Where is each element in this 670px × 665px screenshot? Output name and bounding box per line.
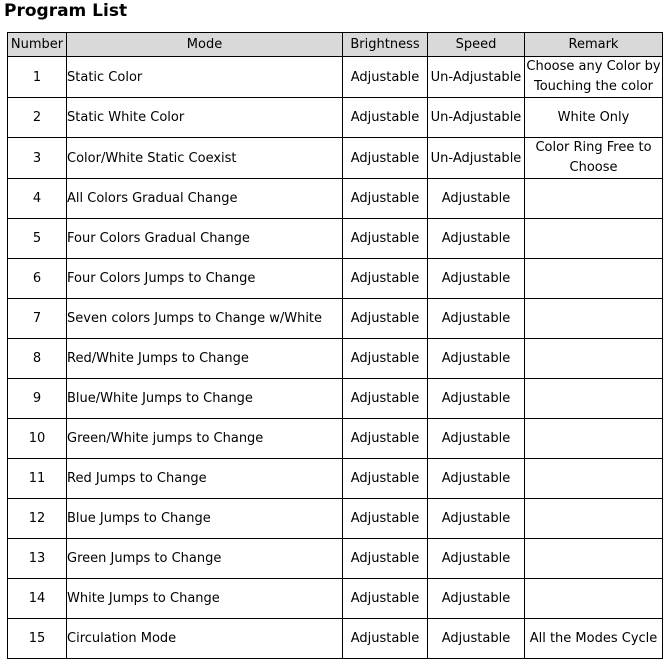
cell-speed: Un-Adjustable <box>428 57 525 98</box>
table-row <box>8 98 663 138</box>
table-row <box>8 539 663 579</box>
cell-brightness: Adjustable <box>343 379 428 419</box>
cell-mode: All Colors Gradual Change <box>67 179 343 219</box>
cell-remark <box>525 339 663 379</box>
table-row <box>8 219 663 259</box>
cell-brightness: Adjustable <box>343 179 428 219</box>
cell-mode: Green Jumps to Change <box>67 539 343 579</box>
cell-speed: Adjustable <box>428 259 525 299</box>
cell-number: 5 <box>8 219 67 259</box>
cell-speed: Adjustable <box>428 539 525 579</box>
cell-speed: Adjustable <box>428 179 525 219</box>
cell-remark <box>525 419 663 459</box>
program-table <box>7 32 663 659</box>
cell-brightness: Adjustable <box>343 259 428 299</box>
cell-mode: Red Jumps to Change <box>67 459 343 499</box>
cell-number: 2 <box>8 98 67 138</box>
cell-remark <box>525 259 663 299</box>
cell-mode: Static White Color <box>67 98 343 138</box>
cell-number: 11 <box>8 459 67 499</box>
column-header-number: Number <box>8 33 67 57</box>
table-row <box>8 179 663 219</box>
cell-speed: Un-Adjustable <box>428 98 525 138</box>
cell-number: 8 <box>8 339 67 379</box>
cell-mode: Four Colors Jumps to Change <box>67 259 343 299</box>
cell-remark: White Only <box>525 98 663 138</box>
cell-brightness: Adjustable <box>343 579 428 619</box>
cell-brightness: Adjustable <box>343 98 428 138</box>
cell-remark: All the Modes Cycle <box>525 619 663 659</box>
cell-brightness: Adjustable <box>343 539 428 579</box>
table-row <box>8 579 663 619</box>
cell-speed: Adjustable <box>428 419 525 459</box>
cell-remark <box>525 219 663 259</box>
cell-brightness: Adjustable <box>343 499 428 539</box>
table-row <box>8 499 663 539</box>
table-row <box>8 57 663 98</box>
cell-brightness: Adjustable <box>343 419 428 459</box>
table-row <box>8 419 663 459</box>
cell-remark: Choose any Color by Touching the color <box>525 57 663 98</box>
cell-remark <box>525 459 663 499</box>
cell-number: 1 <box>8 57 67 98</box>
cell-brightness: Adjustable <box>343 138 428 179</box>
column-header-brightness: Brightness <box>343 33 428 57</box>
cell-number: 4 <box>8 179 67 219</box>
cell-brightness: Adjustable <box>343 299 428 339</box>
cell-number: 14 <box>8 579 67 619</box>
cell-remark <box>525 379 663 419</box>
table-row <box>8 299 663 339</box>
cell-speed: Adjustable <box>428 619 525 659</box>
cell-mode: Four Colors Gradual Change <box>67 219 343 259</box>
cell-mode: Static Color <box>67 57 343 98</box>
table-row <box>8 459 663 499</box>
cell-number: 10 <box>8 419 67 459</box>
cell-number: 15 <box>8 619 67 659</box>
cell-speed: Adjustable <box>428 379 525 419</box>
cell-remark <box>525 579 663 619</box>
cell-speed: Adjustable <box>428 459 525 499</box>
cell-speed: Adjustable <box>428 219 525 259</box>
cell-speed: Adjustable <box>428 579 525 619</box>
cell-mode: Color/White Static Coexist <box>67 138 343 179</box>
column-header-speed: Speed <box>428 33 525 57</box>
cell-mode: Circulation Mode <box>67 619 343 659</box>
cell-remark <box>525 299 663 339</box>
cell-mode: Red/White Jumps to Change <box>67 339 343 379</box>
cell-number: 12 <box>8 499 67 539</box>
cell-speed: Adjustable <box>428 299 525 339</box>
cell-brightness: Adjustable <box>343 339 428 379</box>
table-row <box>8 138 663 179</box>
cell-remark <box>525 179 663 219</box>
table-row <box>8 259 663 299</box>
column-header-mode: Mode <box>67 33 343 57</box>
cell-number: 6 <box>8 259 67 299</box>
cell-speed: Un-Adjustable <box>428 138 525 179</box>
cell-speed: Adjustable <box>428 499 525 539</box>
cell-number: 7 <box>8 299 67 339</box>
cell-number: 3 <box>8 138 67 179</box>
column-header-remark: Remark <box>525 33 663 57</box>
cell-brightness: Adjustable <box>343 619 428 659</box>
cell-mode: Green/White jumps to Change <box>67 419 343 459</box>
cell-brightness: Adjustable <box>343 57 428 98</box>
table-header-row <box>8 33 663 57</box>
cell-brightness: Adjustable <box>343 219 428 259</box>
cell-mode: Seven colors Jumps to Change w/White <box>67 299 343 339</box>
table-row <box>8 379 663 419</box>
cell-brightness: Adjustable <box>343 459 428 499</box>
page-title: Program List <box>4 1 128 21</box>
cell-remark <box>525 539 663 579</box>
table-row <box>8 619 663 659</box>
cell-mode: White Jumps to Change <box>67 579 343 619</box>
cell-mode: Blue/White Jumps to Change <box>67 379 343 419</box>
cell-number: 13 <box>8 539 67 579</box>
cell-remark: Color Ring Free to Choose <box>525 138 663 179</box>
cell-speed: Adjustable <box>428 339 525 379</box>
cell-remark <box>525 499 663 539</box>
cell-number: 9 <box>8 379 67 419</box>
table-row <box>8 339 663 379</box>
cell-mode: Blue Jumps to Change <box>67 499 343 539</box>
